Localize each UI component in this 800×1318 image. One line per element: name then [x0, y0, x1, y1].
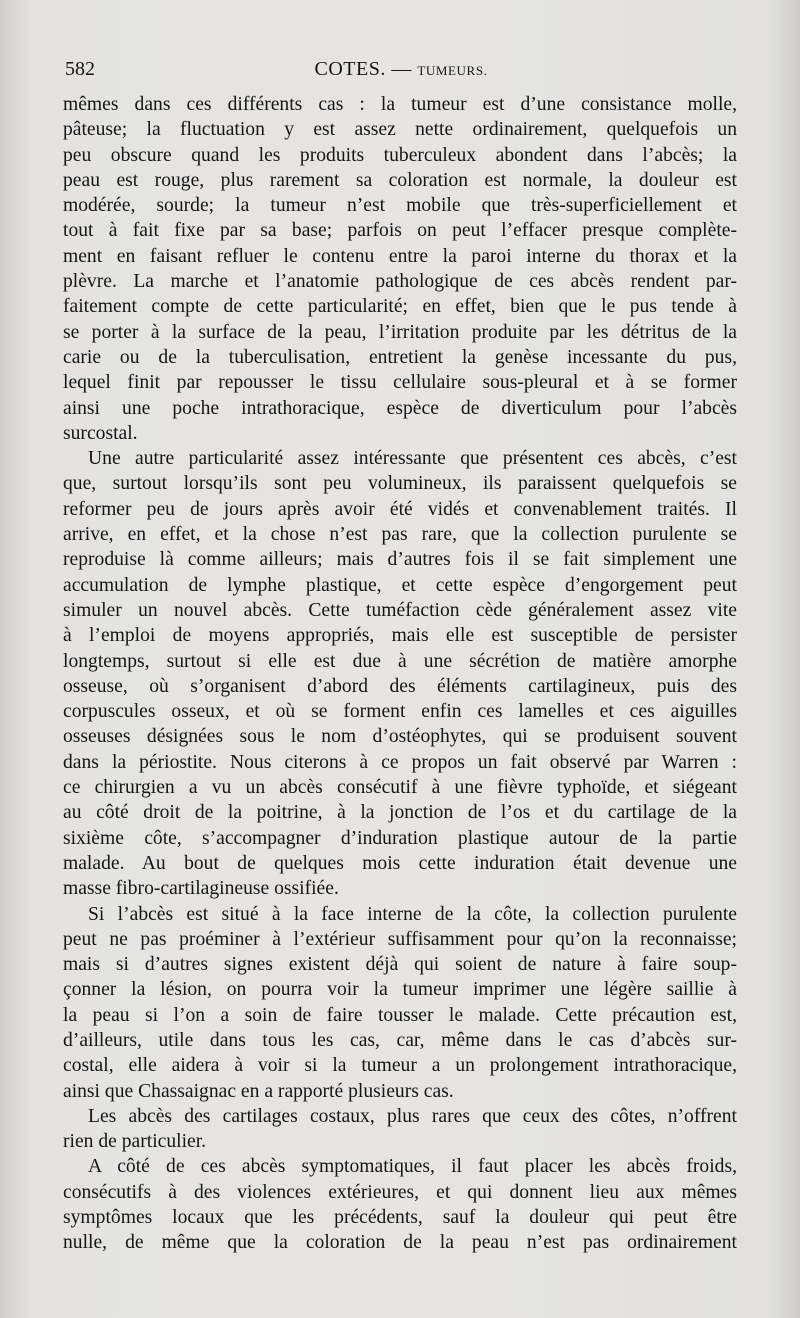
text-line: ce chirurgien a vu un abcès consécutif à une fièvre typhoïde, et siégeant	[63, 777, 737, 799]
text-line: nulle, de même que la coloration de la peau n’est pas ordinairement	[63, 1232, 737, 1254]
text-line: reproduise là comme ailleurs; mais d’autres fois il se fait simplement une	[63, 549, 737, 571]
text-line: malade. Au bout de quelques mois cette induration était devenue une	[63, 852, 737, 874]
text-line: osseuse, où s’organisent d’abord des éléments cartilagineux, puis des	[63, 675, 737, 697]
text-line: symptômes locaux que les précédents, sauf la douleur qui peut être	[63, 1207, 737, 1229]
text-line: modérée, sourde; la tumeur n’est mobile que très-superficiellement et	[63, 195, 737, 217]
text-line: rien de particulier.	[63, 1131, 207, 1153]
paragraph	[63, 902, 737, 1104]
text-line: d’ailleurs, utile dans tous les cas, car, même dans le cas d’abcès sur-	[63, 1029, 737, 1051]
text-line: dans la périostite. Nous citerons à ce propos un fait observé par Warren :	[63, 751, 737, 773]
text-line: costal, elle aidera à voir si la tumeur a un prolongement intrathoracique,	[63, 1055, 737, 1077]
text-line: la peau si l’on a soin de faire tousser le malade. Cette précaution est,	[63, 1004, 737, 1026]
text-line: mêmes dans ces différents cas : la tumeur est d’une consistance molle,	[63, 94, 737, 115]
text-line: ainsi une poche intrathoracique, espèce de diverticulum pour l’abcès	[63, 397, 737, 419]
text-line: pâteuse; la fluctuation y est assez nette ordinairement, quelquefois un	[63, 119, 737, 141]
text-line: tout à fait fixe par sa base; parfois on peut l’effacer presque complète-	[63, 220, 737, 242]
text-line: que, surtout lorsqu’ils sont peu volumineux, ils paraissent quelquefois se	[63, 473, 737, 495]
text-line: lequel finit par repousser le tissu cellulaire sous-pleural et à se former	[63, 372, 737, 394]
running-title	[65, 58, 737, 81]
text-line: au côté droit de la poitrine, à la jonction de l’os et du cartilage de la	[63, 802, 737, 824]
text-line: reformer peu de jours après avoir été vidés et convenablement traités. Il	[63, 498, 737, 520]
text-line: Si l’abcès est situé à la face interne de la côte, la collection purulente	[88, 903, 737, 925]
text-line: peu obscure quand les produits tuberculeux abondent dans l’abcès; la	[63, 144, 737, 166]
running-title-main: COTES.	[314, 58, 386, 80]
text-line: mais si d’autres signes existent déjà qui soient de nature à faire soup-	[63, 954, 737, 976]
text-line: arrive, en effet, et la chose n’est pas rare, que la collection purulente se	[63, 524, 737, 546]
text-line: ainsi que Chassaignac en a rapporté plusieurs cas.	[63, 1080, 454, 1102]
text-line: ment en faisant refluer le contenu entre la paroi interne du thorax et la	[63, 245, 737, 267]
text-line: masse fibro-cartilagineuse ossifiée.	[63, 878, 339, 900]
page-number: 582	[65, 58, 95, 80]
running-title-separator: —	[391, 58, 412, 80]
text-line: surcostal.	[63, 422, 138, 444]
text-line: simuler un nouvel abcès. Cette tuméfaction cède généralement assez vite	[63, 599, 737, 621]
text-line: A côté de ces abcès symptomatiques, il faut placer les abcès froids,	[88, 1156, 737, 1178]
text-line: corpuscules osseux, et où se forment enfin ces lamelles et ces aiguilles	[63, 701, 737, 723]
paragraph	[63, 1104, 737, 1155]
text-line: plèvre. La marche et l’anatomie pathologique de ces abcès rendent par-	[63, 271, 737, 293]
text-line: longtemps, surtout si elle est due à une sécrétion de matière amorphe	[63, 650, 737, 672]
page-header	[65, 58, 737, 88]
paragraph	[63, 92, 737, 446]
text-line: sixième côte, s’accompagner d’induration plastique autour de la partie	[63, 827, 737, 849]
paragraph	[63, 446, 737, 901]
text-line: faitement compte de cette particularité; en effet, bien que le pus tende à	[63, 296, 737, 318]
text-line: consécutifs à des violences extérieures, et qui donnent lieu aux mêmes	[63, 1181, 737, 1203]
text-line: çonner la lésion, on pourra voir la tumeur imprimer une légère saillie à	[63, 979, 737, 1001]
text-line: Les abcès des cartilages costaux, plus rares que ceux des côtes, n’offrent	[88, 1105, 737, 1127]
text-line: peut ne pas proéminer à l’extérieur suffisamment pour qu’on la reconnaisse;	[63, 928, 737, 950]
text-line: Une autre particularité assez intéressante que présentent ces abcès, c’est	[88, 448, 737, 470]
body-text	[63, 92, 737, 1256]
text-line: carie ou de la tuberculisation, entretient la genèse incessante du pus,	[63, 346, 737, 368]
running-title-sub: TUMEURS.	[417, 63, 488, 78]
paragraph	[63, 1154, 737, 1255]
text-line: accumulation de lymphe plastique, et cette espèce d’engorgement peut	[63, 574, 737, 596]
text-line: osseuses désignées sous le nom d’ostéophytes, qui se produisent souvent	[63, 726, 737, 748]
text-line: à l’emploi de moyens appropriés, mais elle est susceptible de persister	[63, 625, 737, 647]
text-line: peau est rouge, plus rarement sa coloration est normale, la douleur est	[63, 169, 737, 191]
text-line: se porter à la surface de la peau, l’irritation produite par les détritus de la	[63, 321, 737, 343]
